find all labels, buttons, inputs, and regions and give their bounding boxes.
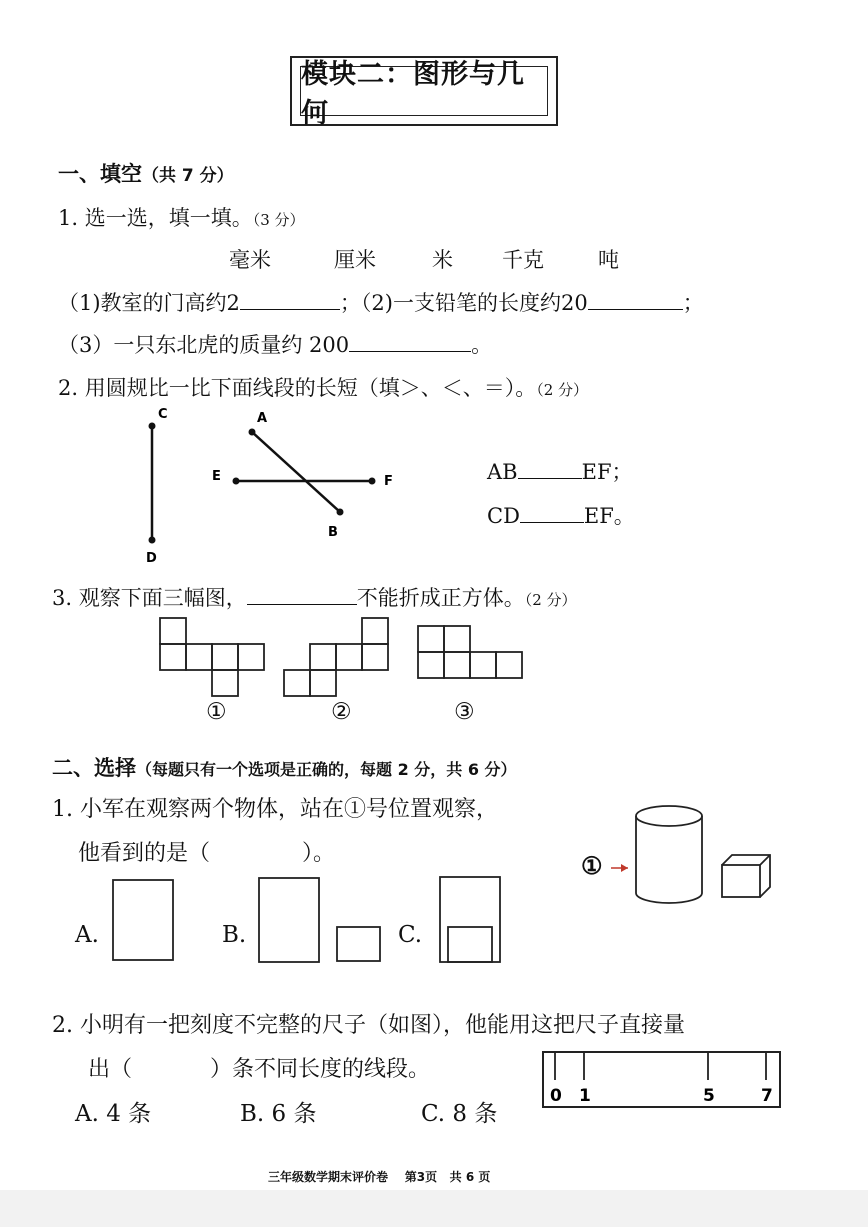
unit-choice: 毫米: [229, 248, 271, 272]
net-label-3: ③: [454, 699, 475, 725]
s2-q2-line1: 2. 小明有一把刻度不完整的尺子（如图），他能用这把尺子直接量: [52, 1013, 685, 1038]
unit-choice: 厘米: [334, 248, 376, 272]
compare2-left: CD: [487, 504, 520, 528]
scan-bottom-strip: [0, 1190, 868, 1227]
label-a: A: [257, 411, 268, 426]
ruler-mark: 5: [703, 1086, 715, 1106]
label-f: F: [384, 474, 393, 489]
net-label-2: ②: [331, 699, 352, 725]
point-c: [149, 423, 156, 430]
section1-heading-points: （共 7 分）: [142, 166, 234, 186]
s2-q2-line2-post: ）条不同长度的线段。: [210, 1057, 431, 1082]
segment-ab: [252, 432, 340, 512]
s2-q2-line2: [88, 1052, 430, 1083]
q1-item2-end: ；: [682, 291, 704, 315]
label-c: C: [158, 407, 168, 422]
q2-stem-text: 2. 用圆规比一比下面线段的长短（填＞、＜、＝）。: [58, 376, 537, 400]
ruler-mark: 7: [761, 1086, 773, 1106]
unit-choice: 吨: [598, 248, 619, 272]
cylinder-figure: [636, 806, 702, 903]
page-footer: [268, 1168, 490, 1185]
net-label-1: ①: [206, 699, 227, 725]
ruler-mark: 1: [579, 1086, 591, 1106]
option-c-label[interactable]: C.: [398, 922, 423, 948]
cube-net-1: [160, 618, 264, 696]
s2-q2-option-b[interactable]: B. 6 条: [240, 1101, 317, 1127]
compare1-blank[interactable]: [518, 458, 582, 479]
q1-item1: （1)教室的门高约2: [58, 291, 240, 315]
point-b: [337, 509, 344, 516]
compare2-blank[interactable]: [520, 502, 584, 523]
q1-item3-end: 。: [471, 333, 493, 357]
point-e: [233, 478, 240, 485]
point-f: [369, 478, 376, 485]
q1-item3: （3）一只东北虎的质量约 200: [58, 333, 350, 357]
label-e: E: [212, 469, 221, 484]
q3-stem: [52, 582, 577, 612]
option-c-tall-rect: [440, 877, 500, 962]
position-marker-1: ①: [581, 851, 603, 880]
q3-blank[interactable]: [247, 584, 357, 605]
compare2-right: EF。: [583, 504, 635, 528]
s2-q1-line2-post: ）。: [302, 841, 336, 866]
option-c-inner-rect: [448, 927, 492, 962]
q1-stem-text: 1. 选一选，填一填。: [58, 206, 253, 230]
q1-points: （3 分）: [252, 211, 305, 229]
footer-total: 共 6 页: [449, 1170, 491, 1184]
label-b: B: [328, 525, 338, 540]
q3-stem-post: 不能折成正方体。: [356, 586, 525, 610]
label-d: D: [146, 551, 157, 566]
section2-heading: [52, 752, 517, 782]
s2-q2-option-c[interactable]: C. 8 条: [421, 1101, 498, 1127]
s2-q1-line2: [78, 836, 335, 867]
option-b-small-rect: [337, 927, 380, 961]
footer-exam: 三年级数学期末评价卷: [268, 1170, 389, 1184]
s2-q2-line2-pre: 出（: [88, 1057, 133, 1082]
arrow-icon: [611, 864, 628, 872]
unit-choice: 千克: [502, 248, 544, 272]
s2-q2-option-a[interactable]: A. 4 条: [75, 1101, 152, 1127]
cube-figure: [722, 855, 770, 897]
section2-heading-text: 二、选择: [52, 756, 136, 780]
option-b-label[interactable]: B.: [222, 922, 247, 948]
section1-heading-text: 一、填空: [58, 162, 142, 186]
point-a: [249, 429, 256, 436]
compare-cd-ef: [487, 500, 635, 530]
s2-q1-line1: 1. 小军在观察两个物体，站在①号位置观察，: [52, 797, 498, 822]
compare-ab-ef: [487, 456, 633, 486]
q1-item2: ；（2)一支铅笔的长度约20: [339, 291, 588, 315]
q3-points: （2 分）: [524, 591, 577, 609]
s2-q1-line2-pre: 他看到的是（: [78, 841, 211, 866]
option-b-tall-rect: [259, 878, 319, 962]
option-a-view: [113, 880, 173, 960]
cube-net-2: [284, 618, 388, 696]
unit-choice: 米: [432, 248, 453, 272]
section2-heading-note: （每题只有一个选项是正确的，每题 2 分，共 6 分）: [136, 760, 517, 779]
q3-stem-pre: 3. 观察下面三幅图，: [52, 586, 247, 610]
compare1-left: AB: [487, 460, 518, 484]
compare1-right: EF；: [581, 460, 633, 484]
module-title: 模块二：图形与几何: [301, 59, 525, 129]
footer-page: 第3页: [404, 1170, 438, 1184]
q2-points: （2 分）: [536, 381, 589, 399]
cube-net-3: [418, 626, 522, 678]
option-a-label[interactable]: A.: [75, 922, 99, 948]
ruler-mark: 0: [550, 1086, 562, 1106]
point-d: [149, 537, 156, 544]
